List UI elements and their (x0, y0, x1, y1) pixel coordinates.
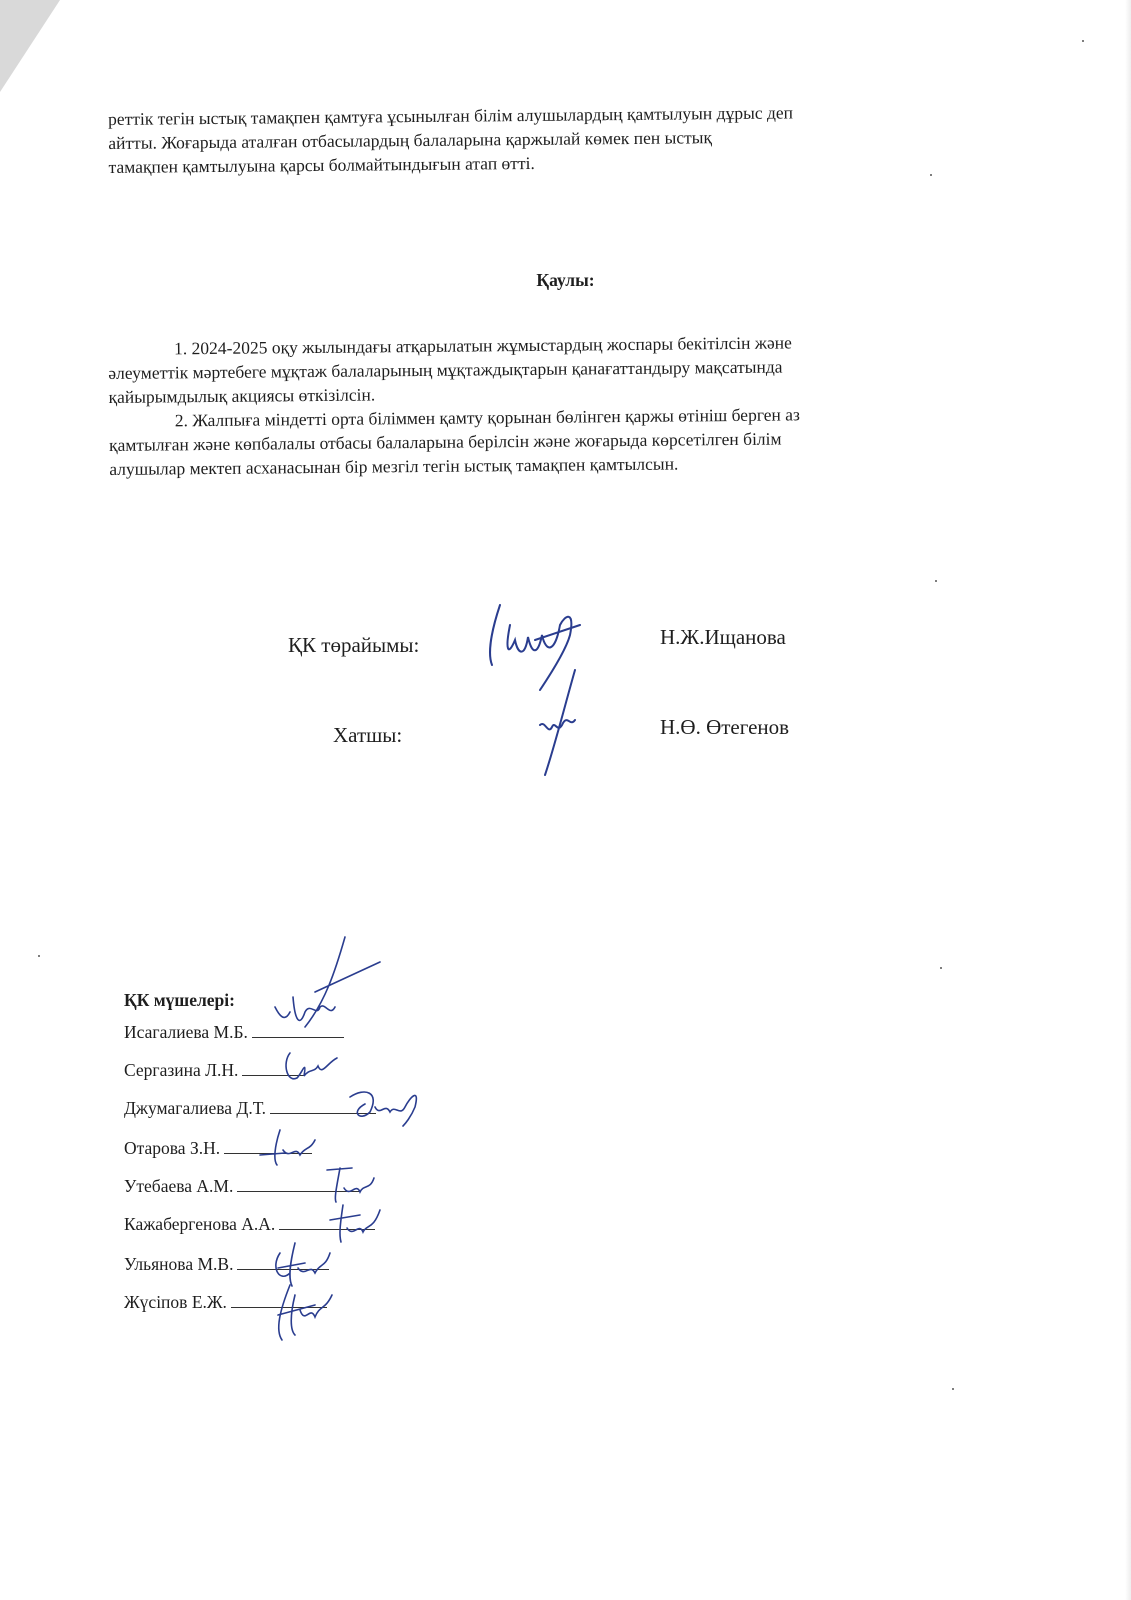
resolution-list (108, 328, 999, 481)
member-signature-image (255, 1125, 325, 1170)
scan-speck (1082, 40, 1084, 42)
scan-speck (940, 967, 942, 969)
member-name: Джумагалиева Д.Т. (124, 1098, 267, 1118)
member-signature-image (270, 1275, 340, 1345)
secretary-name: Н.Ө. Өтегенов (660, 715, 790, 739)
member-name: Кажабергенова А.А. (124, 1214, 276, 1234)
member-name: Отарова З.Н. (124, 1138, 221, 1158)
member-name: Сергазина Л.Н. (124, 1060, 239, 1080)
member-signature-image (265, 932, 385, 1042)
member-name: Исагалиева М.Б. (124, 1022, 248, 1042)
resolution-line: қамтылған және көпбалалы отбасы балаларына берілсін және жоғарыда көрсетілген білім (108, 428, 782, 455)
member-name: Утебаева А.М. (124, 1176, 234, 1196)
resolution-item-1 (108, 328, 999, 409)
intro-line: айтты. Жоғарыда аталған отбасылардың балаларына қаржылай көмек пен ыстық (108, 127, 713, 153)
member-signature-image (345, 1082, 435, 1127)
member-name: Ульянова М.В. (124, 1254, 234, 1274)
resolution-heading: Қаулы: (536, 270, 595, 290)
resolution-line: алушылар мектеп асханасынан бір мезгіл тегін ыстық тамақпен қамтылсын. (109, 453, 679, 479)
scan-edge-shadow (1125, 0, 1131, 1600)
member-name: Жүсіпов Е.Ж. (124, 1292, 227, 1312)
folded-corner (0, 0, 60, 92)
intro-line: реттік тегін ыстық тамақпен қамтуға ұсынылған білім алушылардың қамтылуын дұрыс деп (108, 102, 794, 129)
scan-speck (935, 580, 937, 582)
member-signature-image (322, 1160, 382, 1205)
resolution-item-2 (109, 400, 1000, 481)
member-signature-image (282, 1048, 342, 1088)
chair-name: Н.Ж.Ищанова (660, 625, 786, 649)
intro-line: тамақпен қамтылуына қарсы болмайтындығын атап өтті. (108, 152, 535, 177)
resolution-line-text: 2. Жалпыға міндетті орта біліммен қамту қорынан бөлінген қаржы өтініш берген аз (174, 404, 801, 431)
member-row (124, 1098, 376, 1119)
members-title: ҚК мүшелері: (124, 990, 235, 1010)
resolution-line-text: 1. 2024-2025 оқу жылындағы атқарылатын жұмыстардың жоспары бекітілсін және (174, 332, 792, 359)
scan-speck (38, 955, 40, 957)
intro-paragraph (108, 98, 999, 179)
chair-label: ҚК төрайымы: (288, 633, 420, 657)
secretary-signature-image (530, 665, 590, 780)
secretary-label: Хатшы: (333, 723, 403, 747)
scan-speck (930, 174, 932, 176)
scan-speck (952, 1388, 954, 1390)
resolution-line: әлеуметтік мәртебеге мұқтаж балаларының мұқтаждықтарын қанағаттандыру мақсатында (108, 356, 783, 383)
member-row (124, 1060, 304, 1081)
resolution-line: қайырымдылық акциясы өткізілсін. (108, 384, 376, 407)
